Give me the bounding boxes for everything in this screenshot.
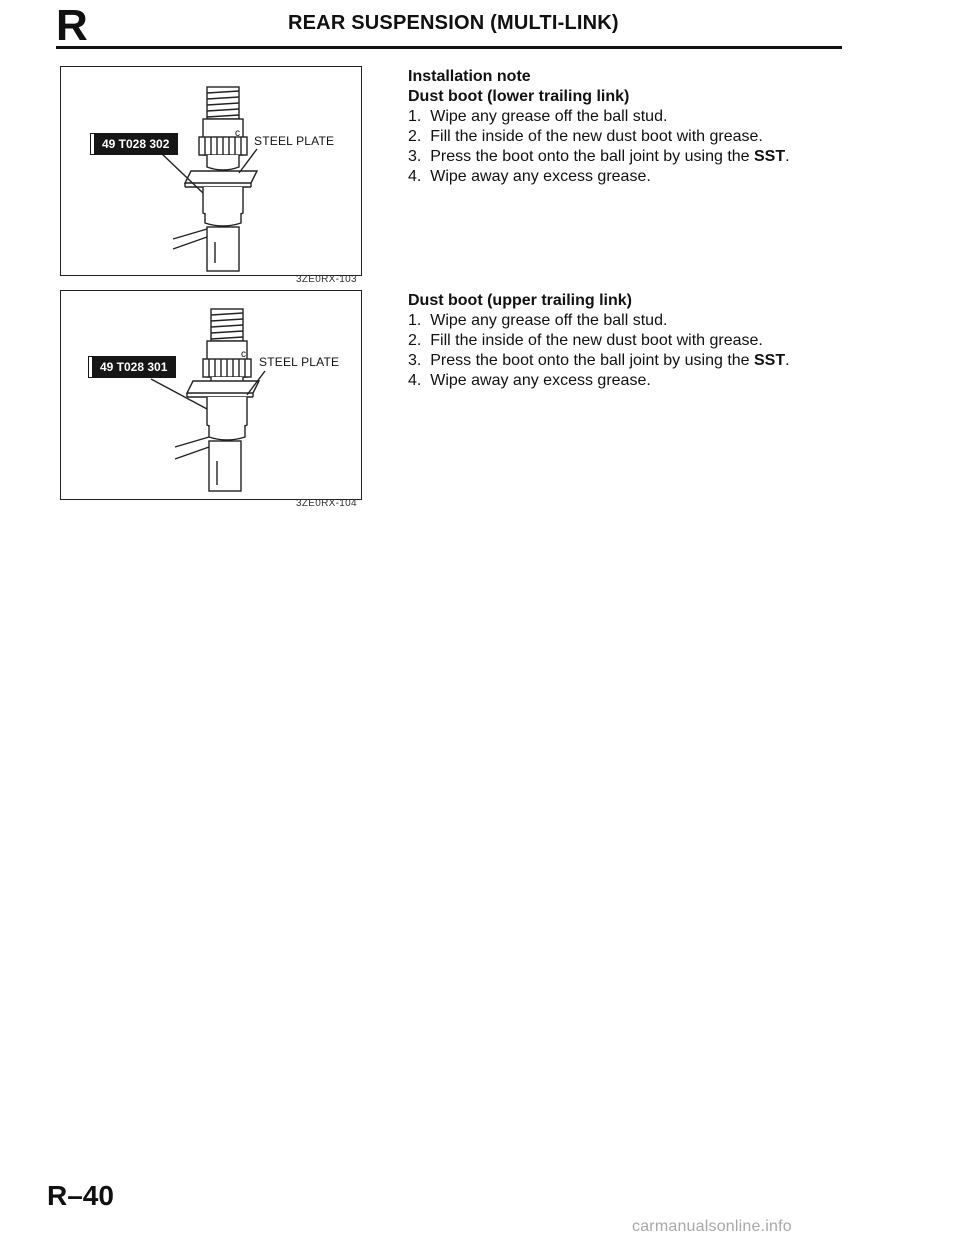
list-item: 2. Fill the inside of the new dust boot with grease. bbox=[408, 128, 763, 145]
steel-plate-label: STEEL PLATE bbox=[259, 355, 340, 369]
figure-code: 3ZE0RX-103 bbox=[296, 274, 357, 285]
section-letter: R bbox=[56, 1, 88, 50]
list-item: 4. Wipe away any excess grease. bbox=[408, 372, 651, 389]
list-item: 2. Fill the inside of the new dust boot with grease. bbox=[408, 332, 763, 349]
figure-code: 3ZE0RX-104 bbox=[296, 498, 357, 509]
sst-number-badge: 49 T028 302 bbox=[91, 134, 177, 154]
list-item: 1. Wipe any grease off the ball stud. bbox=[408, 312, 668, 329]
sst-illustration bbox=[61, 291, 361, 499]
sst-illustration bbox=[61, 67, 361, 275]
section-subheading: Dust boot (lower trailing link) bbox=[408, 88, 630, 105]
figure-upper-trailing-link bbox=[60, 290, 362, 500]
step-list bbox=[408, 107, 790, 187]
watermark: carmanualsonline.info bbox=[632, 1218, 792, 1235]
list-item: 1. Wipe any grease off the ball stud. bbox=[408, 108, 668, 125]
callout-letter: c bbox=[241, 349, 247, 360]
sst-number-badge: 49 T028 301 bbox=[89, 357, 175, 377]
figure-lower-trailing-link bbox=[60, 66, 362, 276]
section-subheading: Dust boot (upper trailing link) bbox=[408, 292, 632, 309]
installation-note-upper bbox=[408, 291, 790, 391]
list-item: 3. Press the boot onto the ball joint by using the SST. bbox=[408, 148, 790, 165]
page-number: R–40 bbox=[47, 1180, 114, 1211]
callout-letter: c bbox=[235, 128, 241, 139]
list-item: 4. Wipe away any excess grease. bbox=[408, 168, 651, 185]
steel-plate-label: STEEL PLATE bbox=[254, 134, 335, 148]
list-item: 3. Press the boot onto the ball joint by using the SST. bbox=[408, 352, 790, 369]
section-heading: Installation note bbox=[408, 68, 531, 85]
installation-note-lower bbox=[408, 67, 790, 187]
step-list bbox=[408, 311, 790, 391]
page-title: REAR SUSPENSION (MULTI-LINK) bbox=[288, 12, 619, 34]
header-rule bbox=[56, 46, 842, 49]
